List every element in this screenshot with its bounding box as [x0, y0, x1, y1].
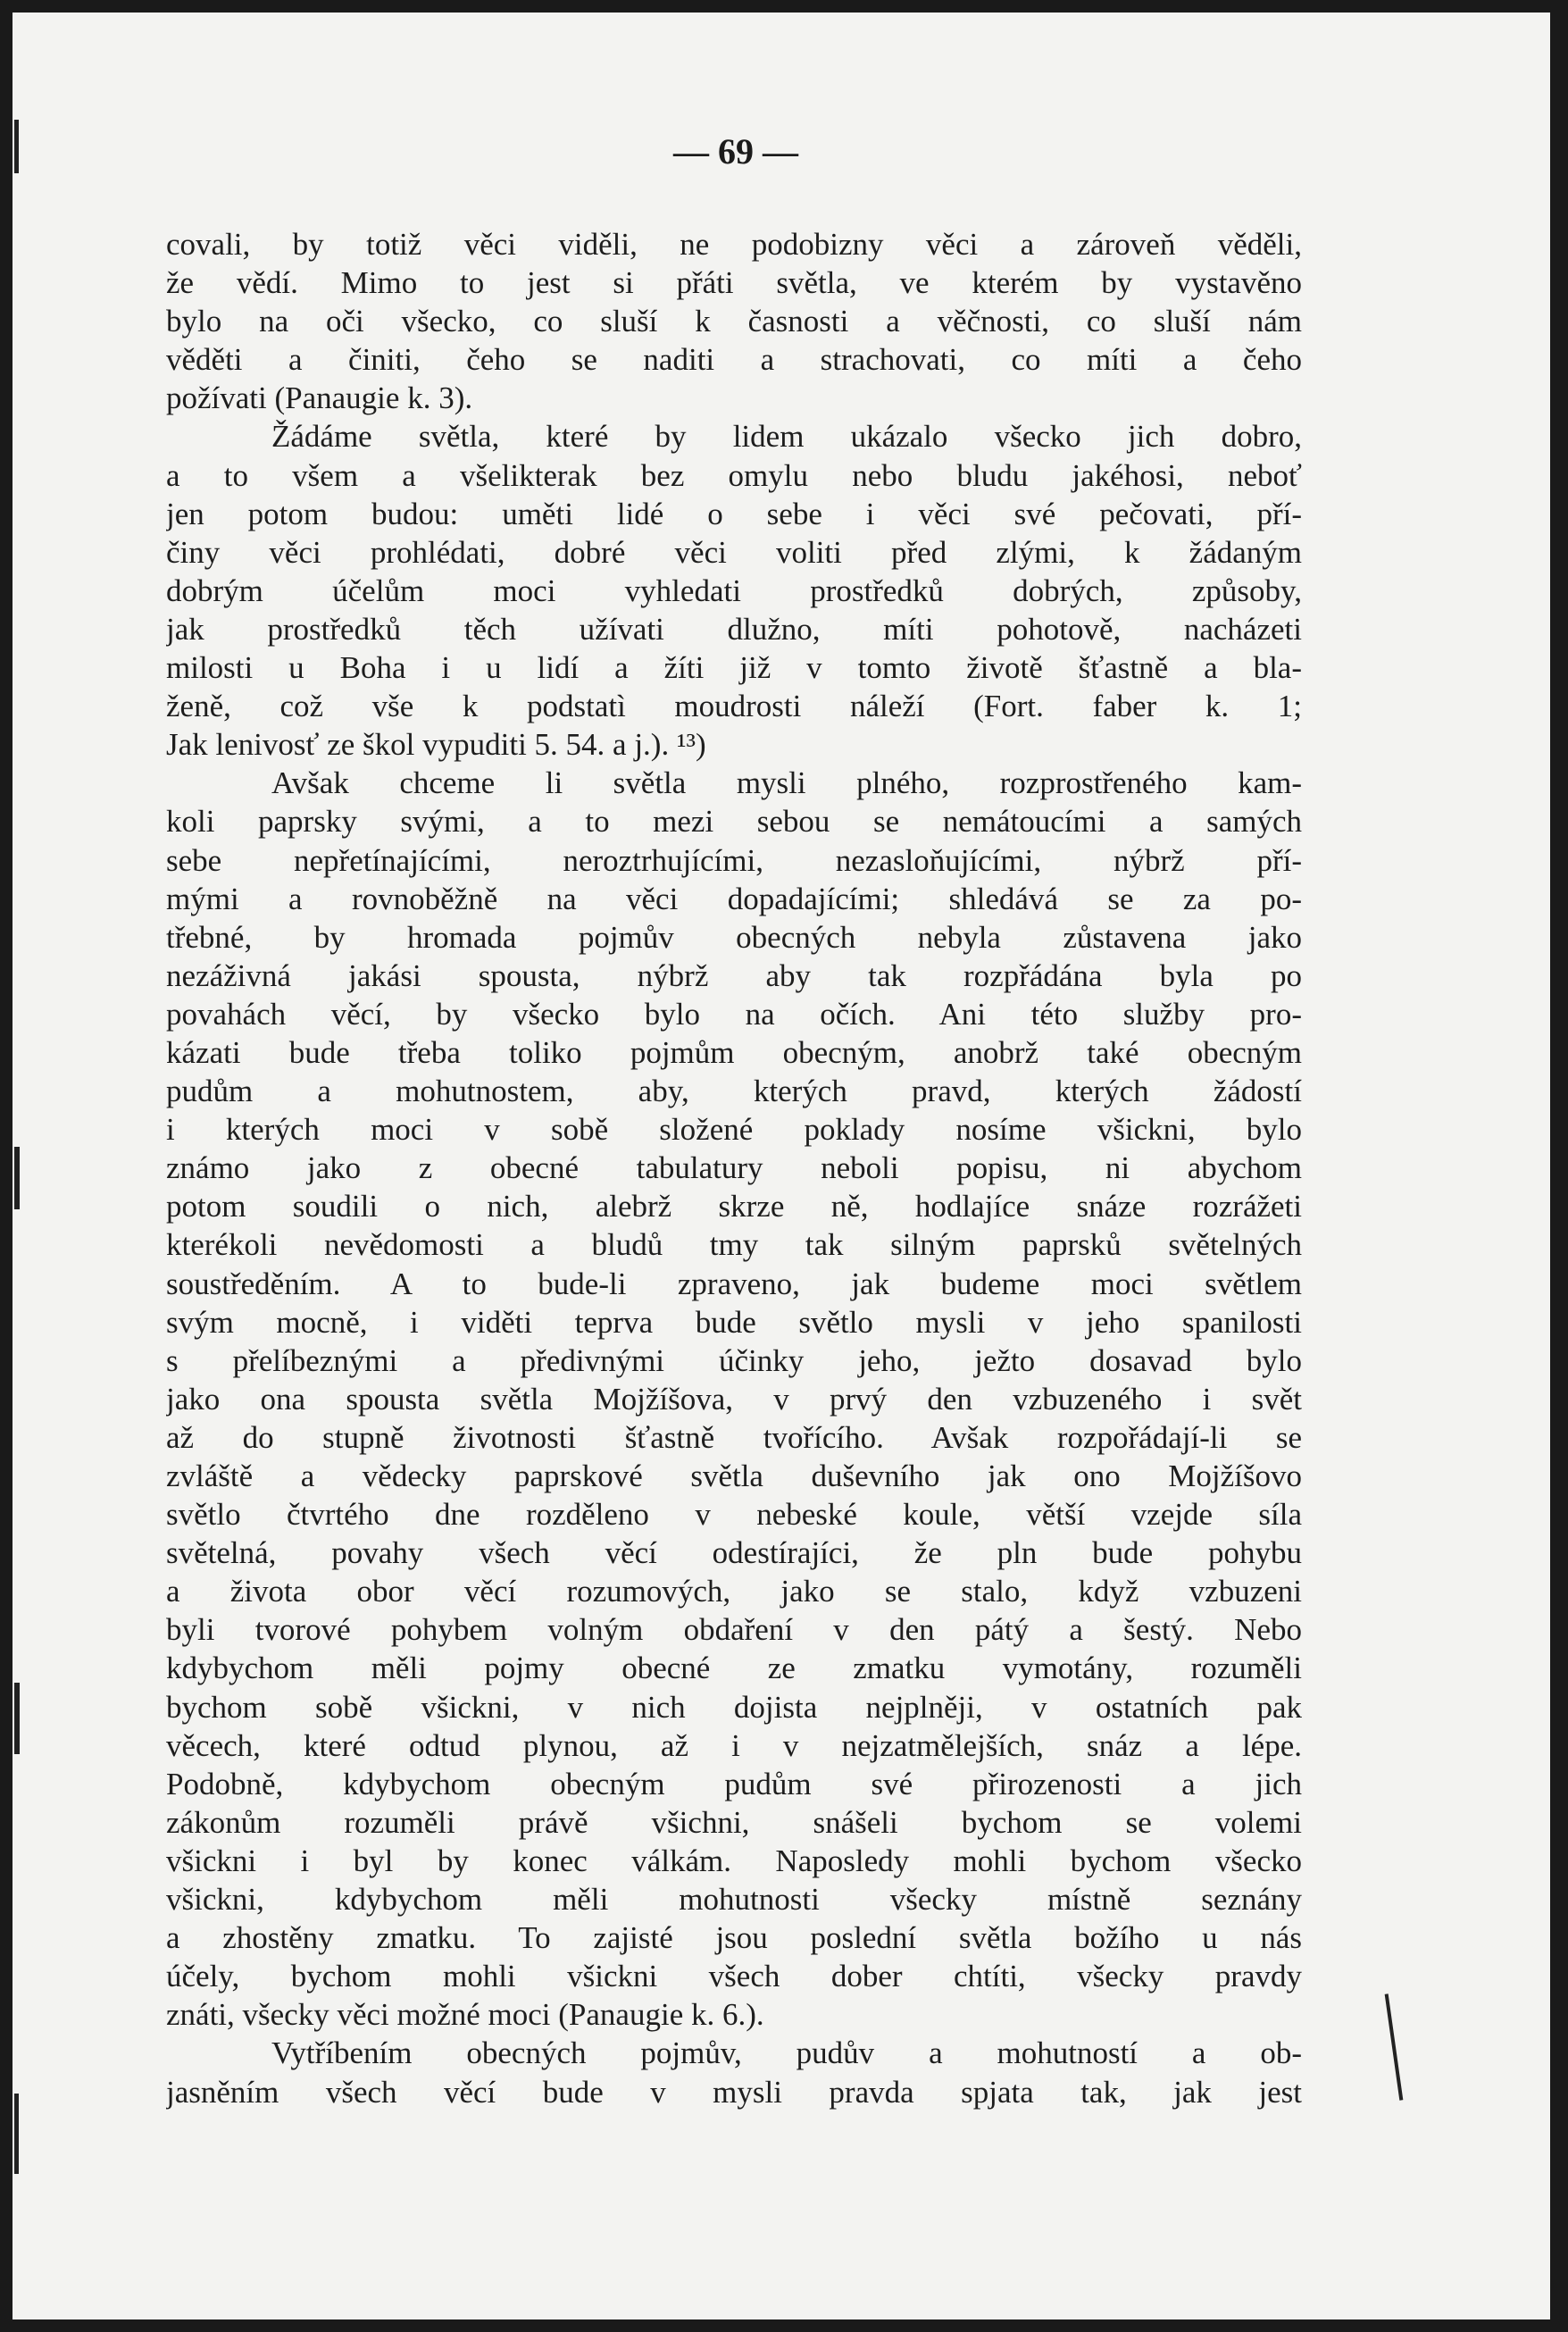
text-line: zákonům rozuměli právě všichni, snášeli bychom se volemi [166, 1804, 1302, 1840]
body-text [166, 225, 1302, 2111]
text-line: kterékoli nevědomosti a bludů tmy tak silným paprsků světelných [166, 1227, 1302, 1263]
text-line: soustředěním. A to bude-li zpraveno, jak budeme moci světlem [166, 1266, 1302, 1301]
page-number: — 69 — [673, 131, 798, 171]
left-binding-mark [14, 2094, 19, 2174]
text-line: Podobně, kdybychom obecným pudům své přirozenosti a jich [166, 1766, 1302, 1801]
text-line: povahách věcí, by všecko bylo na očích. Ani této služby pro- [166, 996, 1302, 1032]
text-line: Vytříbením obecných pojmův, pudův a mohutností a ob- [271, 2035, 1302, 2071]
text-line: Avšak chceme li světla mysli plného, rozprostřeného kam- [271, 765, 1302, 801]
text-line: Jak lenivosť ze škol vypuditi 5. 54. a j.). ¹³) [166, 727, 706, 763]
text-line: kdybychom měli pojmy obecné ze zmatku vymotány, rozuměli [166, 1651, 1302, 1686]
text-line: věděti a činiti, čeho se naditi a strachovati, co míti a čeho [166, 342, 1302, 378]
text-line: jako ona spousta světla Mojžíšova, v prvý den vzbuzeného i svět [166, 1381, 1302, 1417]
text-line: milosti u Boha i u lidí a žíti již v tomto životě šťastně a bla- [166, 650, 1302, 686]
text-line: bylo na oči všecko, co sluší k časnosti a věčnosti, co sluší nám [166, 304, 1302, 339]
text-line: že vědí. Mimo to jest si přáti světla, ve kterém by vystavěno [166, 265, 1302, 301]
text-line: a zhostěny zmatku. To zajisté jsou poslední světla božího u nás [166, 1920, 1302, 1956]
text-line: a to všem a všelikterak bez omylu nebo bludu jakéhosi, neboť [166, 457, 1302, 493]
text-line: svým mocně, i viděti teprva bude světlo mysli v jeho spanilosti [166, 1304, 1302, 1340]
text-line: jak prostředků těch užívati dlužno, míti pohotově, nacházeti [166, 611, 1302, 647]
text-line: až do stupně životnosti šťastně tvořícího. Avšak rozpořádají-li se [166, 1419, 1302, 1455]
text-line: potom soudili o nich, alebrž skrze ně, hodlajíce snáze rozrážeti [166, 1189, 1302, 1225]
text-line: s přelíbeznými a předivnými účinky jeho, ježto dosavad bylo [166, 1342, 1302, 1378]
text-line: znáti, všecky věci možné moci (Panaugie k. 6.). [166, 1997, 764, 2033]
text-line: a života obor věcí rozumových, jako se stalo, když vzbuzeni [166, 1574, 1302, 1609]
text-line: požívati (Panaugie k. 3). [166, 380, 473, 416]
text-line: koli paprsky svými, a to mezi sebou se nemátoucími a samých [166, 804, 1302, 840]
text-line: pudům a mohutnostem, aby, kterých pravd, kterých žádostí [166, 1074, 1302, 1109]
text-line: účely, bychom mohli všickni všech dober chtíti, všecky pravdy [166, 1959, 1302, 1994]
text-line: známo jako z obecné tabulatury neboli popisu, ni abychom [166, 1150, 1302, 1186]
left-binding-mark [14, 1683, 20, 1754]
text-line: sebe nepřetínajícími, neroztrhujícími, nezasloňujícími, nýbrž pří- [166, 842, 1302, 878]
text-line: světelná, povahy všech věcí odestírajíci, že pln bude pohybu [166, 1535, 1302, 1571]
left-binding-mark [14, 1147, 20, 1209]
text-line: všickni, kdybychom měli mohutnosti všecky místně seznány [166, 1882, 1302, 1918]
text-line: jen potom budou: uměti lidé o sebe i věci své pečovati, pří- [166, 496, 1302, 531]
text-line: mými a rovnoběžně na věci dopadajícími; shledává se za po- [166, 881, 1302, 916]
text-line: dobrým účelům moci vyhledati prostředků dobrých, způsoby, [166, 573, 1302, 608]
text-line: věcech, které odtud plynou, až i v nejzatmělejších, snáz a lépe. [166, 1727, 1302, 1763]
text-line: bychom sobě všickni, v nich dojista nejplněji, v ostatních pak [166, 1689, 1302, 1725]
text-line: ženě, což vše k podstatì moudrosti náleží (Fort. faber k. 1; [166, 689, 1302, 724]
text-line: všickni i byl by konec válkám. Naposledy mohli bychom všecko [166, 1843, 1302, 1878]
scanned-page [13, 13, 1550, 2319]
text-line: zvláště a vědecky paprskové světla duševního jak ono Mojžíšovo [166, 1459, 1302, 1493]
text-line: Žádáme světla, které by lidem ukázalo všecko jich dobro, [271, 419, 1302, 455]
text-line: činy věci prohlédati, dobré věci voliti před zlými, k žádaným [166, 534, 1302, 570]
text-line: i kterých moci v sobě složené poklady nosíme všickni, bylo [166, 1112, 1302, 1148]
text-line: jasněním všech věcí bude v mysli pravda spjata tak, jak jest [166, 2074, 1302, 2110]
text-line: třebné, by hromada pojmův obecných nebyla zůstavena jako [166, 919, 1302, 955]
text-line: nezáživná jakási spousta, nýbrž aby tak rozpřádána byla po [166, 957, 1302, 993]
text-line: světlo čtvrtého dne rozděleno v nebeské koule, větší vzejde síla [166, 1497, 1302, 1533]
text-line: covali, by totiž věci viděli, ne podobizny věci a zároveň věděli, [166, 227, 1302, 262]
right-margin-scratch [1385, 1993, 1404, 2100]
text-line: byli tvorové pohybem volným obdaření v den pátý a šestý. Nebo [166, 1612, 1302, 1648]
text-line: kázati bude třeba toliko pojmům obecným, anobrž také obecným [166, 1034, 1302, 1070]
